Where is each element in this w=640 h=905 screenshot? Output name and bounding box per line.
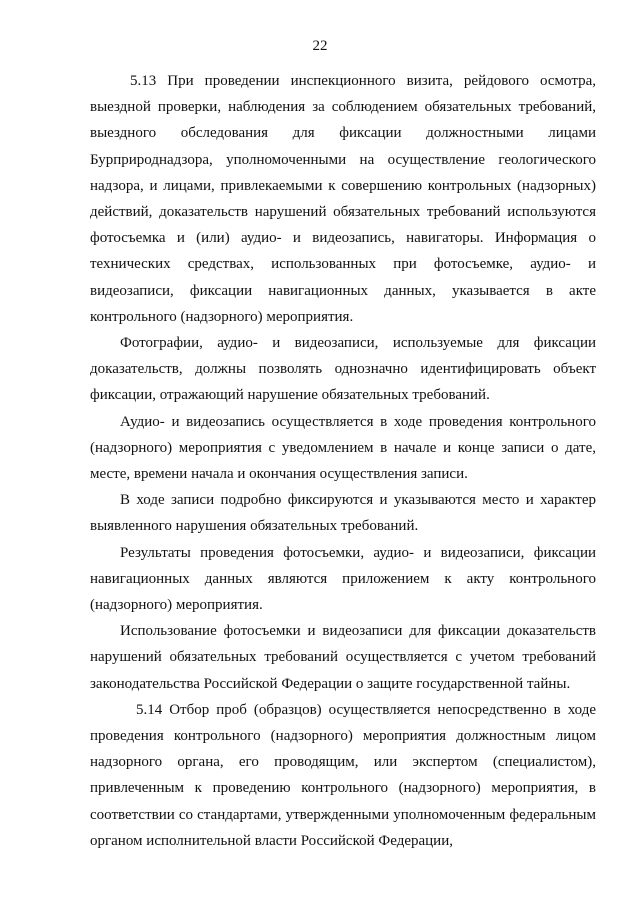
paragraph-recording-details: В ходе записи подробно фиксируются и указываются место и характер выявленного нарушения обязательных требований. (90, 492, 596, 535)
paragraph-5-13: 5.13 При проведении инспекционного визита, рейдового осмотра, выездной проверки, наблюдения за соблюдением обязательных требований, выездного обследования для фиксации должностными лицами Бурприроднадзора, уполномоченными на осуществление геологического надзора, и лицами, привлекаемыми к совершению контрольных (надзорных) действий, доказательств нарушений обязательных требований используются фотосъемка и (или) аудио- и видеозапись, навигаторы. Информация о технических средствах, использованных при фотосъемке, аудио- и видеозаписи, фиксации навигационных данных, указывается в акте контрольного (надзорного) мероприятия. (90, 73, 596, 325)
document-body (90, 68, 596, 854)
paragraph-audio-video: Аудио- и видеозапись осуществляется в ходе проведения контрольного (надзорного) мероприятия с уведомлением в начале и конце записи о дате, месте, времени начала и окончания осуществления записи. (90, 413, 596, 483)
paragraph-5-14: 5.14 Отбор проб (образцов) осуществляется непосредственно в ходе проведения контрольного (надзорного) мероприятия должностным лицом надзорного органа, его проводящим, или экспертом (специалистом), привлеченным к проведению контрольного (надзорного) мероприятия, в соответствии со стандартами, утвержденными уполномоченным федеральным органом исполнительной власти Российской Федерации, (90, 701, 596, 849)
paragraph-photos: Фотографии, аудио- и видеозаписи, используемые для фиксации доказательств, должны позволять однозначно идентифицировать объект фиксации, отражающий нарушение обязательных требований. (90, 335, 596, 404)
paragraph-results: Результаты проведения фотосъемки, аудио- и видеозаписи, фиксации навигационных данных являются приложением к акту контрольного (надзорного) мероприятия. (90, 544, 596, 614)
paragraph-state-secret: Использование фотосъемки и видеозаписи для фиксации доказательств нарушений обязательных требований осуществляется с учетом требований законодательства Российской Федерации о защите государственной тайны. (90, 623, 596, 692)
page-number: 22 (312, 38, 328, 54)
